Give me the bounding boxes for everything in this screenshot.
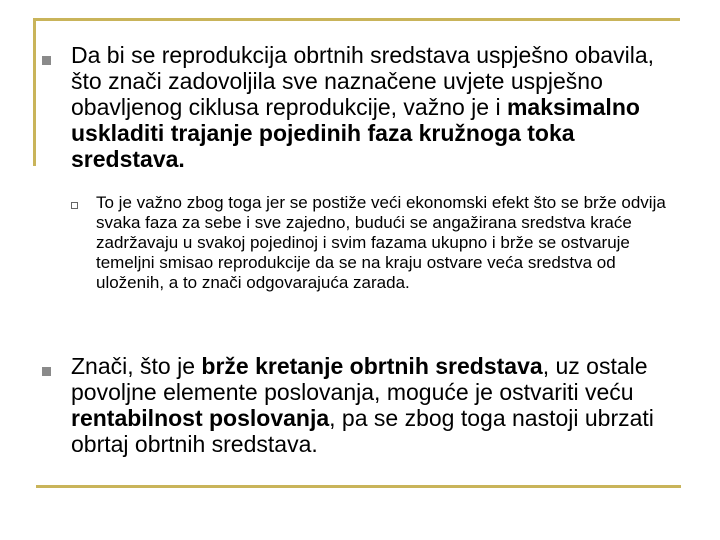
sub-bullet-paragraph — [96, 193, 686, 293]
bullet2-text-c: , pa se zbog toga nastoji ubrzati obrtaj obrtnih sredstava. — [71, 405, 654, 457]
bullet-square-icon — [42, 56, 51, 65]
bullet2-text-a: Znači, što je — [71, 353, 202, 379]
bullet2-text-b: , uz ostale povoljne elemente poslovanja, moguće je ostvariti veću — [71, 353, 648, 405]
bullet2-bold-a: brže kretanje obrtnih sredstava — [201, 353, 543, 379]
bullet-paragraph-1 — [71, 42, 691, 172]
frame-left-line — [33, 18, 36, 166]
frame-bottom-line — [36, 485, 681, 488]
bullet-paragraph-2 — [71, 353, 691, 457]
bullet1-text: Da bi se reprodukcija obrtnih sredstava uspješno obavila, što znači zadovoljila sve naznačene uvjete uspješno obavljenog ciklusa reprodukcije, važno je i — [71, 42, 654, 120]
bullet1-bold-text: maksimalno uskladiti trajanje pojedinih faza kružnoga toka sredstava. — [71, 94, 640, 172]
frame-top-line — [33, 18, 680, 21]
bullet-square-icon — [42, 367, 51, 376]
sub-bullet-text: To je važno zbog toga jer se postiže veći ekonomski efekt što se brže odvija svaka faza za sebe i sve zajedno, budući se angažirana sredstva kraće zadržavaju u svakoj pojedinoj i svim fazama ukupno i brže se ostvaruje temeljni smisao reprodukcije da se na kraju ostvare veća sredstva od uloženih, a to znači odgovarajuća zarada. — [96, 193, 666, 292]
sub-bullet-checkbox-icon — [71, 202, 78, 209]
bullet2-bold-b: rentabilnost poslovanja — [71, 405, 330, 431]
